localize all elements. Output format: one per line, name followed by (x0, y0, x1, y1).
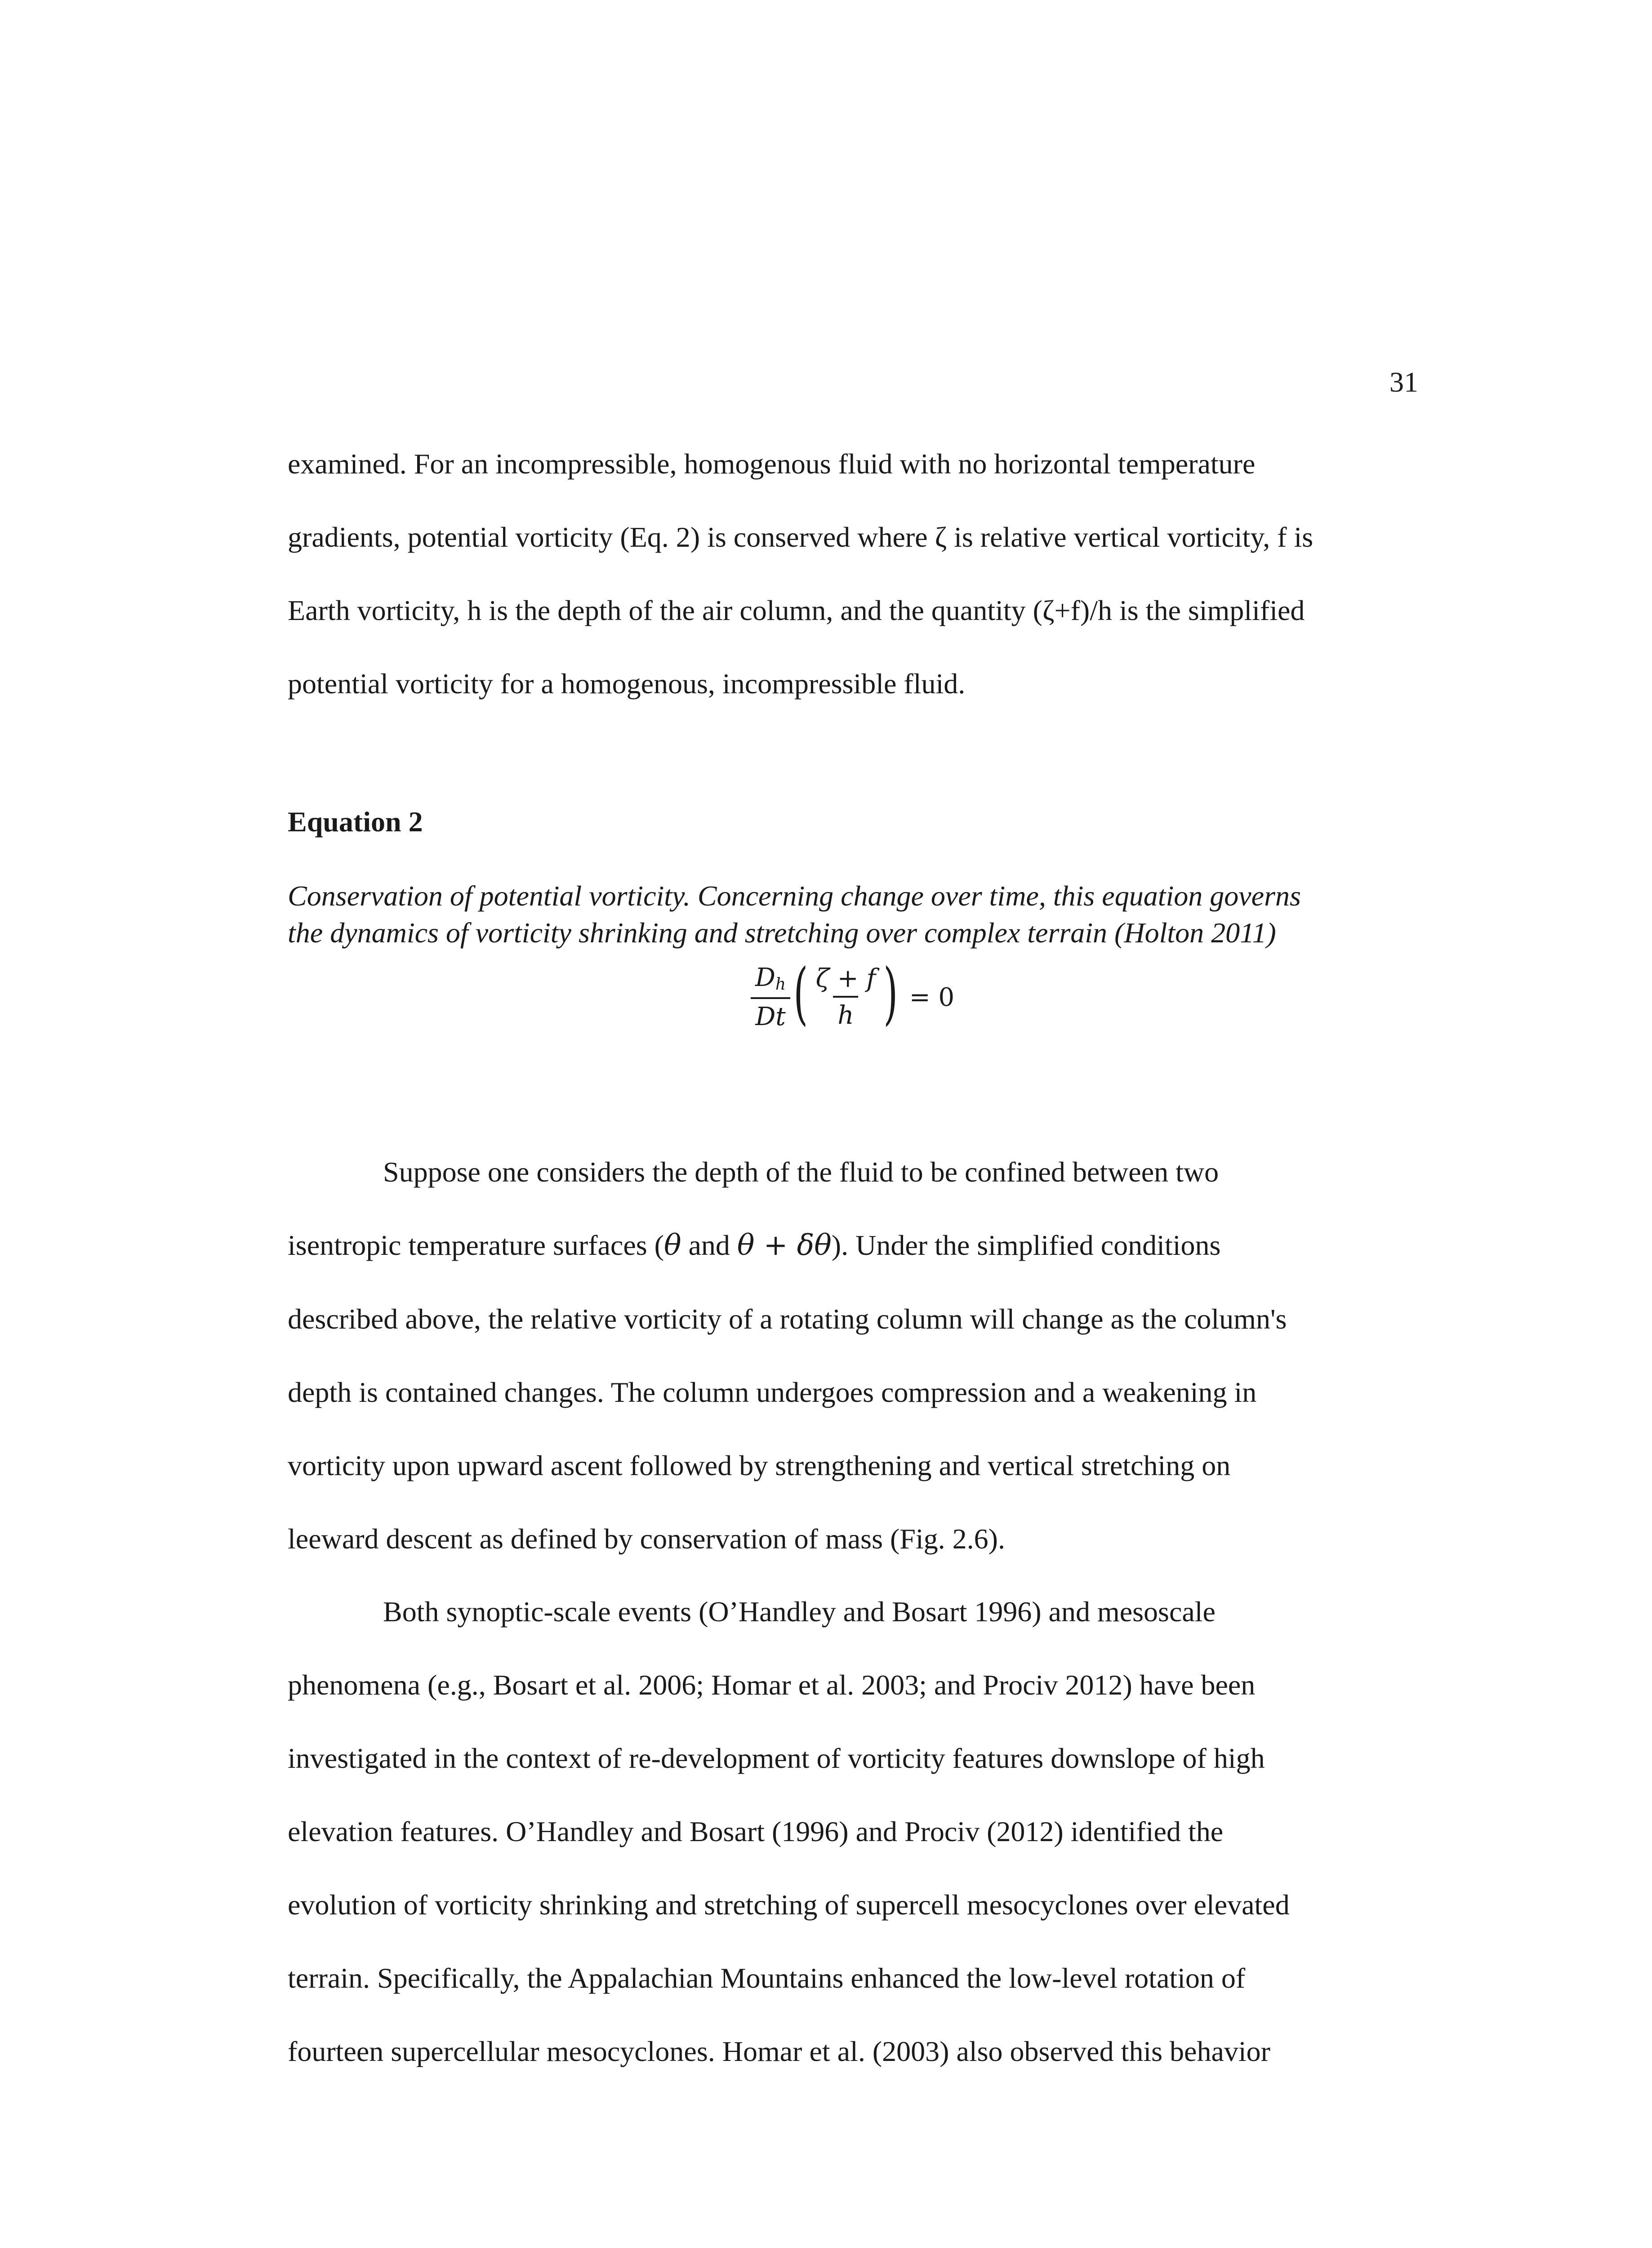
left-paren: ( (793, 955, 808, 1033)
caption-line: the dynamics of vorticity shrinking and stretching over complex terrain (Holton 2011) (288, 917, 1276, 949)
equation-rhs: = 0 (909, 982, 955, 1012)
text-line: phenomena (e.g., Bosart et al. 2006; Homar et al. 2003; and Prociv 2012) have been (288, 1669, 1256, 1701)
operator-denominator: Dt (751, 997, 790, 1030)
text-segment: and (681, 1229, 737, 1261)
paragraph-isentropic (288, 1135, 1429, 1575)
operator-d: D (755, 963, 775, 992)
right-paren: ) (883, 955, 898, 1033)
operator-subscript: h (775, 975, 786, 994)
text-line: described above, the relative vorticity of a rotating column will change as the column's (288, 1303, 1287, 1335)
text-line: gradients, potential vorticity (Eq. 2) is conserved where ζ is relative vertical vorticity, f is (288, 521, 1314, 553)
equation-caption (288, 878, 1301, 951)
text-line: potential vorticity for a homogenous, incompressible fluid. (288, 668, 966, 700)
theta-symbol: θ (663, 1229, 681, 1262)
equation-heading: Equation 2 (288, 806, 423, 838)
paragraph-synoptic (288, 1575, 1429, 2088)
text-line: fourteen supercellular mesocyclones. Homar et al. (2003) also observed this behavior (288, 2035, 1270, 2067)
potential-vorticity-equation (751, 952, 954, 1042)
material-derivative-operator (751, 965, 790, 1030)
text-segment: ). Under the simplified conditions (831, 1229, 1221, 1261)
text-line: terrain. Specifically, the Appalachian Mountains enhanced the low-level rotation of (288, 1962, 1246, 1994)
text-line: examined. For an incompressible, homogenous fluid with no horizontal temperature (288, 448, 1256, 480)
text-line: depth is contained changes. The column undergoes compression and a weakening in (288, 1376, 1257, 1408)
text-line: Suppose one considers the depth of the fluid to be confined between two (383, 1156, 1219, 1188)
pv-numerator: ζ + f (815, 964, 876, 993)
text-line: vorticity upon upward ascent followed by strengthening and vertical stretching on (288, 1450, 1231, 1481)
text-line: evolution of vorticity shrinking and stretching of supercell mesocyclones over elevated (288, 1889, 1290, 1921)
potential-vorticity-fraction (811, 966, 881, 1028)
text-line: leeward descent as defined by conservation of mass (Fig. 2.6). (288, 1523, 1005, 1555)
page-number: 31 (1389, 366, 1418, 398)
text-line: Both synoptic-scale events (O’Handley and Bosart 1996) and mesoscale (383, 1596, 1216, 1628)
text-line-with-math (288, 1209, 1429, 1282)
text-segment: isentropic temperature surfaces ( (288, 1229, 664, 1261)
paragraph-intro (288, 427, 1429, 720)
pv-denominator: h (833, 996, 858, 1028)
theta-plus-delta-theta: θ + δθ (737, 1229, 832, 1262)
text-line: investigated in the context of re-development of vorticity features downslope of high (288, 1742, 1265, 1774)
caption-line: Conservation of potential vorticity. Concerning change over time, this equation governs (288, 880, 1301, 912)
text-line: elevation features. O’Handley and Bosart (1996) and Prociv (2012) identified the (288, 1815, 1224, 1847)
text-line: Earth vorticity, h is the depth of the air column, and the quantity (ζ+f)/h is the simplified (288, 594, 1305, 626)
